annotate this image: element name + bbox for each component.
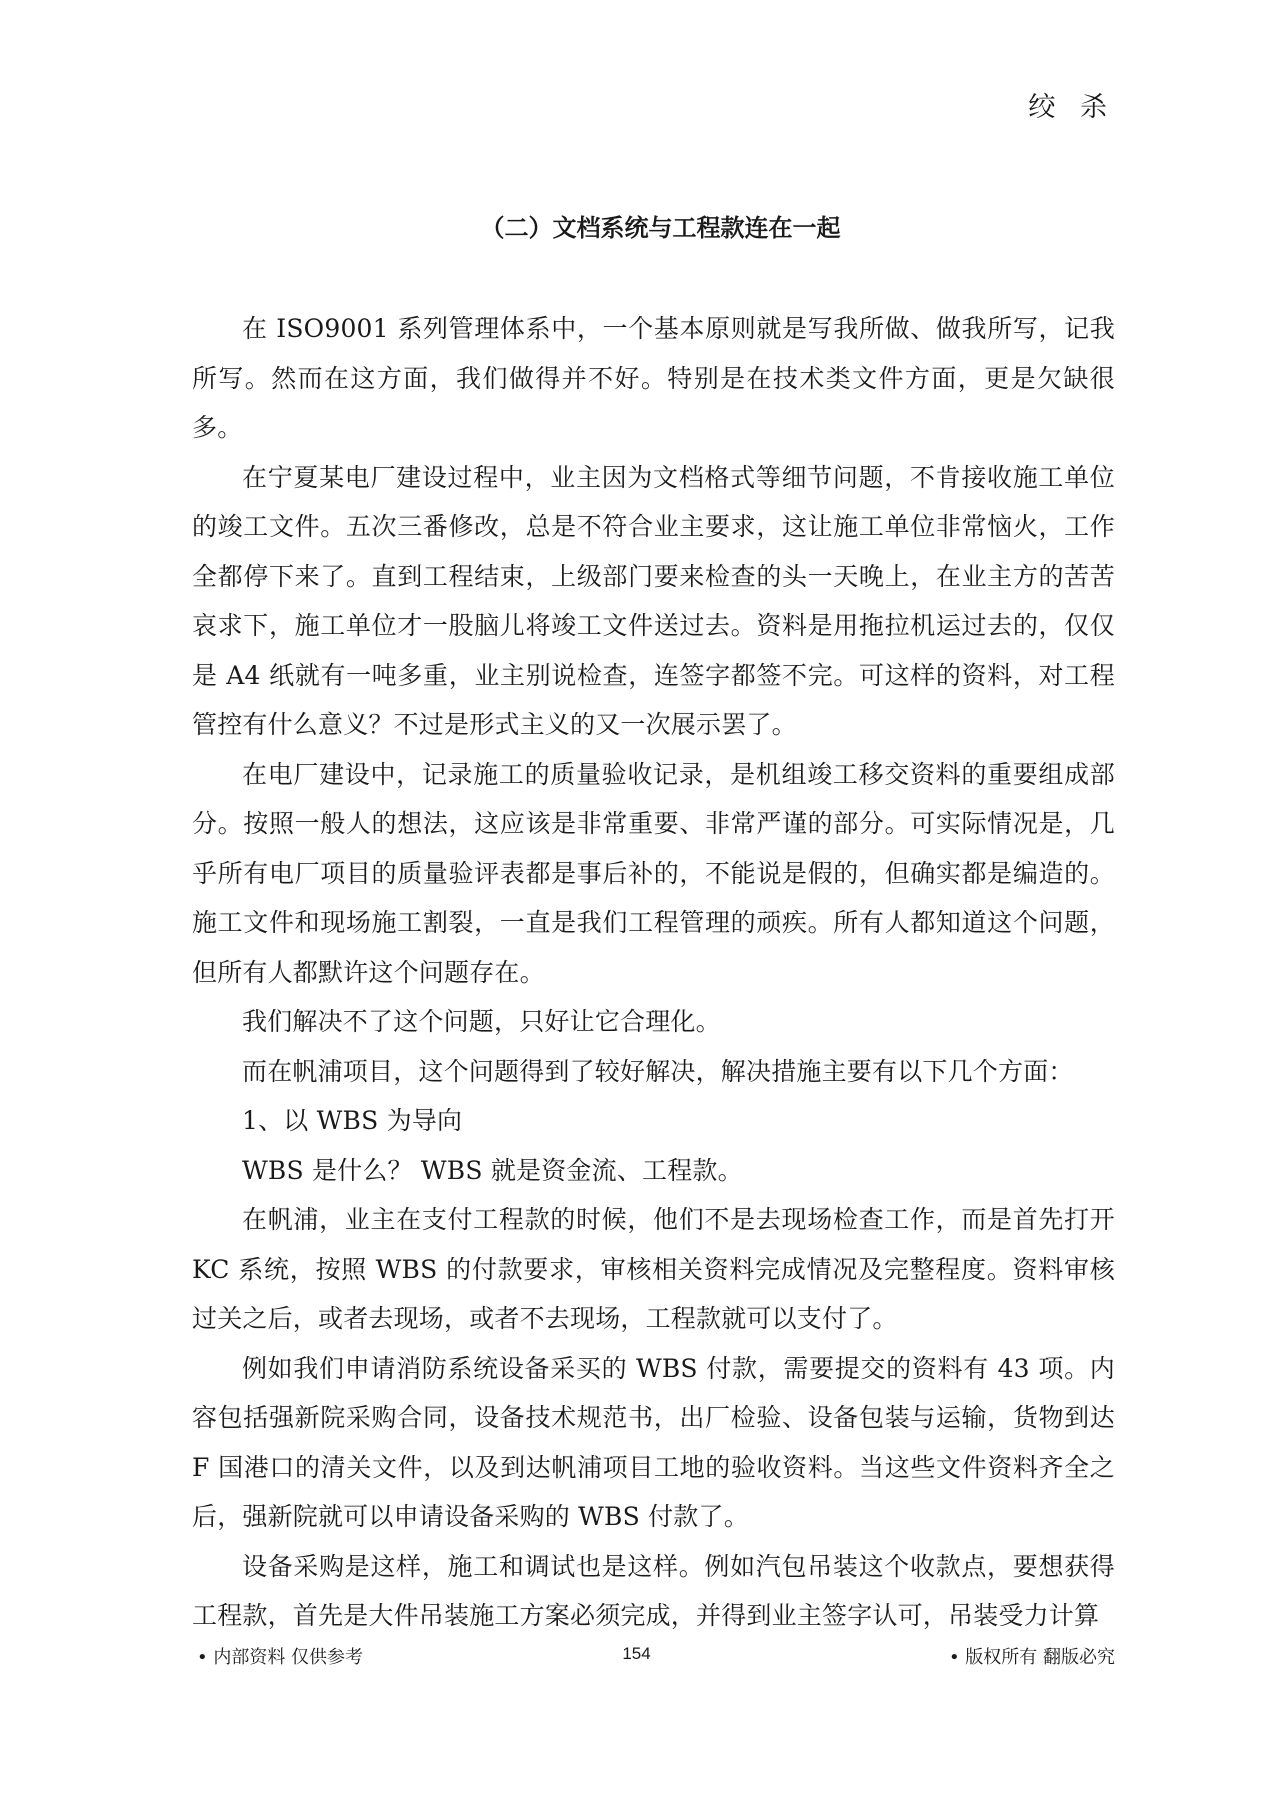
paragraph: 我们解决不了这个问题，只好让它合理化。 — [242, 1007, 721, 1036]
paragraph: WBS 是什么？ WBS 就是资金流、工程款。 — [242, 1155, 743, 1185]
body-text — [192, 304, 1115, 1641]
running-header: 绞 杀 — [1028, 92, 1115, 123]
footer-copyright-notice: • 版权所有 翻版必究 — [948, 1647, 1115, 1668]
section-title: （二）文档系统与工程款连在一起 — [480, 214, 841, 242]
paragraph: 在电厂建设中，记录施工的质量验收记录，是机组竣工移交资料的重要组成部分。按照一般人的想法，这应该是非常重要、非常严谨的部分。可实际情况是，几乎所有电厂项目的质量验评表都是事后补的，不能说是假的，但确实都是编造的。施工文件和现场施工割裂，一直是我们工程管理的顽疾。所有人都知道这个问题，但所有人都默许这个问题存在。 — [192, 759, 1115, 987]
paragraph: 在 ISO9001 系列管理体系中，一个基本原则就是写我所做、做我所写，记我所写。然而在这方面，我们做得并不好。特别是在技术类文件方面，更是欠缺很多。 — [192, 314, 1115, 442]
paragraph: 而在帆浦项目，这个问题得到了较好解决，解决措施主要有以下几个方面： — [242, 1056, 1074, 1086]
subheading: 1、以 WBS 为导向 — [242, 1106, 463, 1135]
paragraph: 例如我们申请消防系统设备采买的 WBS 付款，需要提交的资料有 43 项。内容包括强新院采购合同，设备技术规范书，出厂检验、设备包装与运输，货物到达 F 国港口的清关文件，以及到达帆浦项目工地的验收资料。当这些文件资料齐全之后，强新院就可以申请设备采购的 WBS 付款了。 — [192, 1353, 1115, 1531]
paragraph: 在宁夏某电厂建设过程中，业主因为文档格式等细节问题，不肯接收施工单位的竣工文件。五次三番修改，总是不符合业主要求，这让施工单位非常恼火，工作全都停下来了。直到工程结束，上级部门要来检查的头一天晚上，在业主方的苦苦哀求下，施工单位才一股脑儿将竣工文件送过去。资料是用拖拉机运过去的，仅仅是 A4 纸就有一吨多重，业主别说检查，连签字都签不完。可这样的资料，对工程管控有什么意义？不过是形式主义的又一次展示罢了。 — [192, 462, 1115, 739]
footer-internal-notice: • 内部资料 仅供参考 — [197, 1647, 364, 1668]
paragraph: 在帆浦，业主在支付工程款的时候，他们不是去现场检查工作，而是首先打开 KC 系统，按照 WBS 的付款要求，审核相关资料完成情况及完整程度。资料审核过关之后，或者去现场，或者不去现场，工程款就可以支付了。 — [192, 1205, 1115, 1333]
page-number: 154 — [622, 1644, 651, 1663]
paragraph: 设备采购是这样，施工和调试也是这样。例如汽包吊装这个收款点，要想获得工程款，首先是大件吊装施工方案必须完成，并得到业主签字认可，吊装受力计算 — [192, 1551, 1115, 1630]
